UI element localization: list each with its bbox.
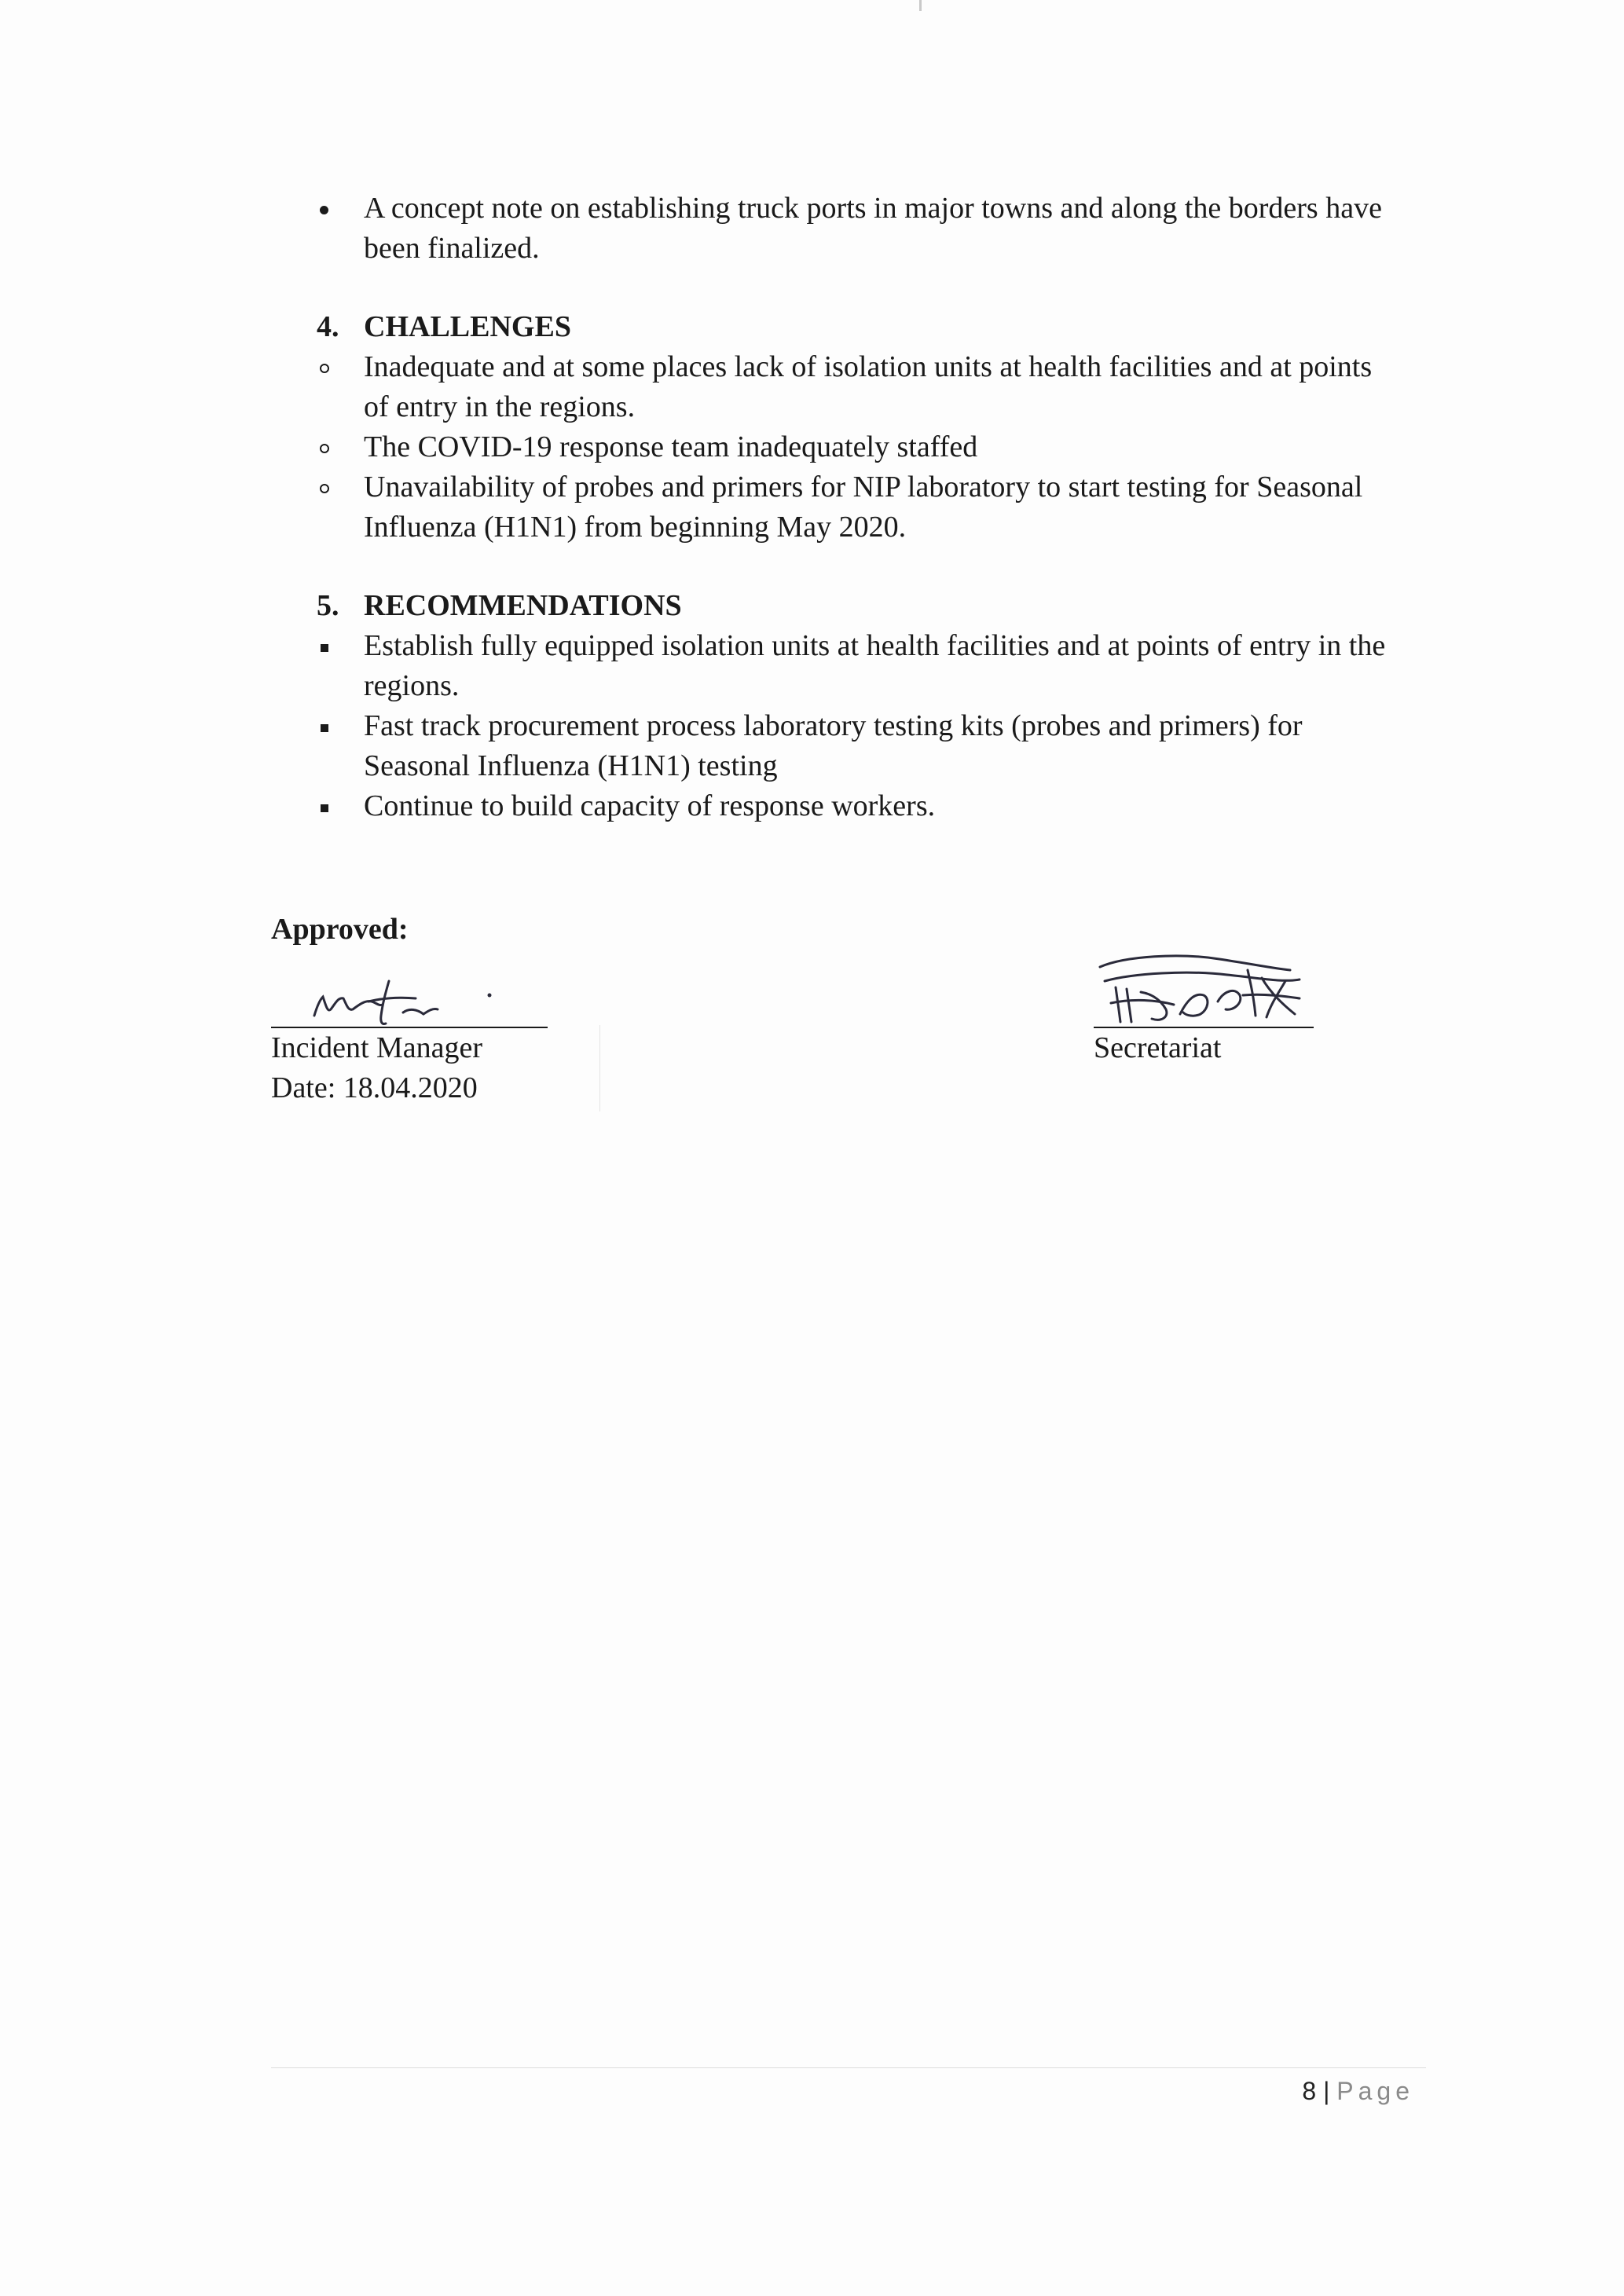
- list-item-line: of entry in the regions.: [364, 390, 636, 423]
- list-item: [271, 427, 1426, 467]
- section-number: 4.: [317, 310, 339, 343]
- page-number: 8: [1302, 2077, 1317, 2105]
- section-title: CHALLENGES: [364, 310, 571, 343]
- list-item: [271, 467, 1426, 547]
- challenges-heading: [271, 307, 1426, 347]
- recommendations-list: [271, 626, 1426, 826]
- list-item-line: Influenza (H1N1) from beginning May 2020.: [364, 511, 907, 544]
- handwritten-signature: [1094, 947, 1314, 1027]
- intro-bullet-list: [271, 189, 1426, 269]
- list-item-line: regions.: [364, 669, 460, 702]
- list-item: [271, 347, 1426, 427]
- page-word: Page: [1336, 2077, 1414, 2105]
- challenges-list: [271, 347, 1426, 547]
- page-separator: |: [1323, 2077, 1330, 2105]
- list-item-line: The COVID-19 response team inadequately staffed: [364, 430, 978, 463]
- section-number: 5.: [317, 589, 339, 622]
- list-item-line: A concept note on establishing truck ports in major towns and along the borders have: [364, 192, 1382, 225]
- document-body: [271, 189, 1426, 826]
- approved-label: Approved:: [271, 913, 409, 946]
- signature-line: [271, 970, 548, 1028]
- approval-date: Date: 18.04.2020: [271, 1071, 478, 1104]
- recommendations-heading: [271, 586, 1426, 626]
- list-item: [271, 706, 1426, 786]
- list-item-line: Unavailability of probes and primers for NIP laboratory to start testing for Seasonal: [364, 471, 1363, 504]
- secretariat-signature-block: [1094, 947, 1314, 1068]
- list-item-line: Seasonal Influenza (H1N1) testing: [364, 749, 778, 782]
- list-item-line: Continue to build capacity of response workers.: [364, 789, 936, 822]
- scan-artifact: [599, 1025, 600, 1111]
- list-item: [271, 626, 1426, 706]
- incident-manager-signature-block: [271, 970, 548, 1108]
- incident-manager-label: Incident Manager: [271, 1031, 483, 1064]
- list-item: [271, 189, 1426, 269]
- footer-divider: [271, 2067, 1426, 2068]
- list-item: [271, 786, 1426, 826]
- list-item-line: Inadequate and at some places lack of isolation units at health facilities and at points: [364, 350, 1373, 383]
- scan-artifact: [919, 0, 922, 11]
- list-item-line: Establish fully equipped isolation units at health facilities and at points of entry in the: [364, 629, 1386, 662]
- list-item-line: been finalized.: [364, 232, 540, 265]
- signature-line: [1094, 947, 1314, 1028]
- secretariat-label: Secretariat: [1094, 1031, 1222, 1064]
- section-title: RECOMMENDATIONS: [364, 589, 682, 622]
- page-footer: [1210, 2074, 1414, 2108]
- handwritten-signature: [271, 970, 548, 1027]
- list-item-line: Fast track procurement process laboratory testing kits (probes and primers) for: [364, 709, 1303, 742]
